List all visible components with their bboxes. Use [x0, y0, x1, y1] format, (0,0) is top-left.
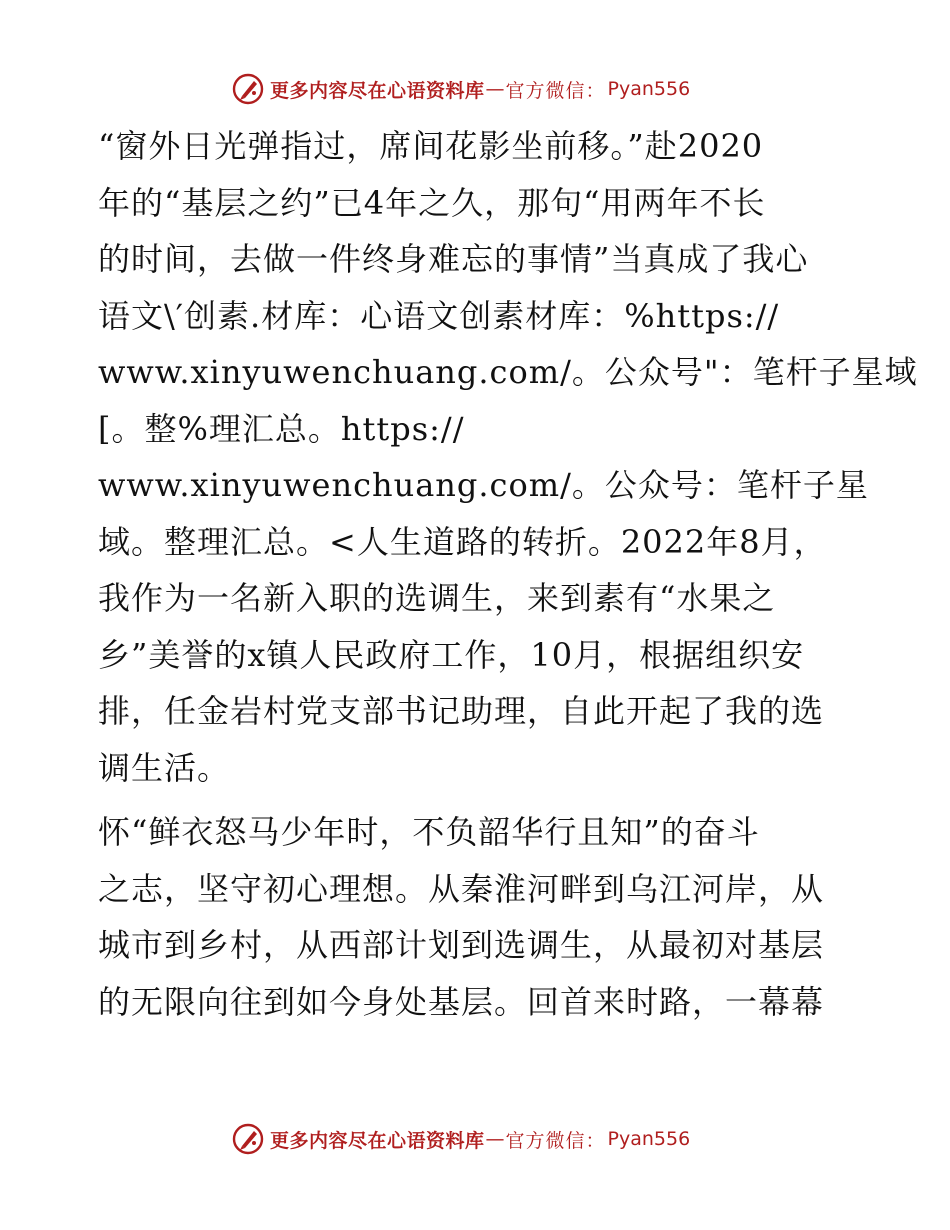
text-line: 的无限向往到如今身处基层。回首来时路，一幕幕 — [98, 982, 825, 1021]
text-line: 怀“鲜衣怒马少年时，不负韶华行且知”的奋斗 — [98, 813, 760, 851]
header-dash: — — [485, 78, 505, 100]
header-site-name: 更多内容尽在心语资料库 — [270, 79, 485, 102]
text-line: “窗外日光弹指过，席间花影坐前移。”赴2020 — [98, 127, 764, 165]
footer-wechat-id: Pyan556 — [607, 1128, 691, 1150]
text-line: 域。整理汇总。<人生道路的转折。2022年8月， — [98, 522, 827, 561]
text-line: 城市到乡村，从西部计划到选调生，从最初对基层 — [98, 926, 825, 964]
text-line: 年的“基层之约”已4年之久，那句“用两年不长 — [98, 183, 766, 222]
text-line: www.xinyuwenchuang.com/。公众号：笔杆子星 — [98, 466, 869, 504]
text-line: 排，任金岩村党支部书记助理，自此开起了我的选 — [98, 692, 825, 730]
text-line: 的时间，去做一件终身难忘的事情”当真成了我心 — [98, 240, 809, 278]
text-line: 调生活。 — [98, 748, 231, 787]
footer-wechat-label: 官方微信： — [505, 1129, 606, 1152]
text-line: 我作为一名新入职的选调生，来到素有“水果之 — [98, 579, 776, 617]
text-line: 之志，坚守初心理想。从秦淮河畔到乌江河岸，从 — [98, 869, 825, 908]
text-line: 语文\′创素.材库：心语文创素材库：%https:// — [98, 296, 780, 335]
paragraph-2 — [98, 804, 858, 1030]
footer-banner — [232, 1122, 732, 1156]
text-line: www.xinyuwenchuang.com/。公众号"：笔杆子星域 — [98, 353, 918, 391]
footer-dash: — — [485, 1128, 505, 1150]
header-wechat-label: 官方微信： — [505, 79, 606, 102]
paragraph-1 — [98, 118, 918, 796]
header-wechat-id: Pyan556 — [607, 78, 691, 100]
footer-site-name: 更多内容尽在心语资料库 — [270, 1129, 485, 1152]
text-line: 乡”美誉的x镇人民政府工作，10月，根据组织安 — [98, 635, 805, 674]
pen-logo-icon — [232, 72, 266, 106]
pen-logo-icon — [232, 1122, 266, 1156]
document-body — [98, 118, 918, 1030]
text-line: [。整%理汇总。https:// — [98, 409, 465, 448]
header-banner — [232, 72, 732, 106]
